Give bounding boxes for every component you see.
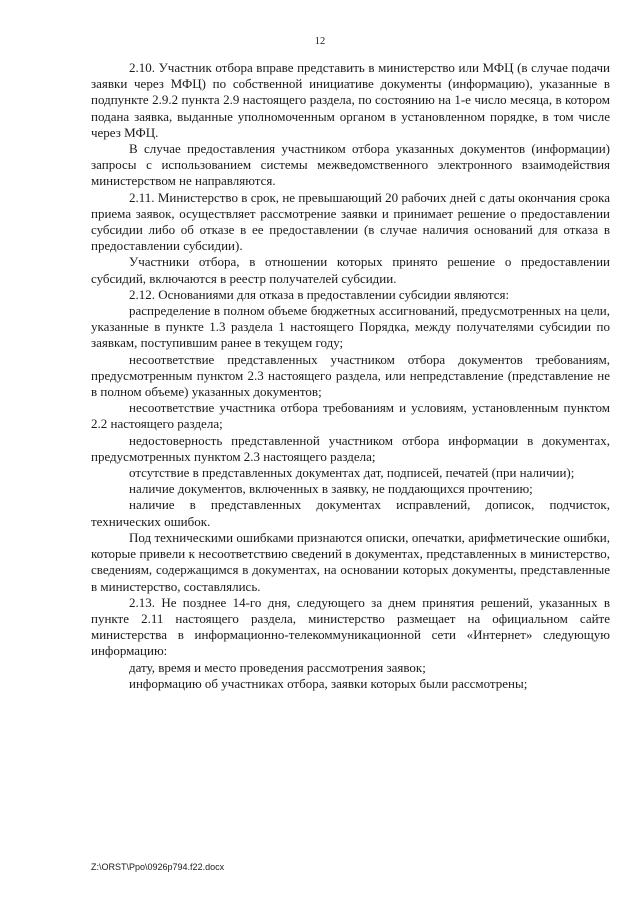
paragraph-2-13: 2.13. Не позднее 14-го дня, следующего за днем принятия решений, указанных в пункте 2.11 настоящего раздела, министерство размещает на официальном сайте министерства в информационно-телекоммуникационной сети «Интернет» следующую информацию: (91, 594, 610, 659)
page-number: 12 (314, 36, 326, 47)
list-item-inaccuracy: недостоверность представленной участником отбора информации в документах, предусмотренных пунктом 2.3 настоящего раздела; (91, 432, 610, 464)
document-body (91, 60, 610, 692)
list-item-corrections: наличие в представленных документах исправлений, дописок, подчисток, технических ошибок. (91, 497, 610, 529)
list-item-requirements: несоответствие участника отбора требованиям и условиям, установленным пунктом 2.2 настоящего раздела; (91, 400, 610, 432)
paragraph-registry: Участники отбора, в отношении которых принято решение о предоставлении субсидий, включаются в реестр получателей субсидии. (91, 254, 610, 286)
paragraph-2-11: 2.11. Министерство в срок, не превышающий 20 рабочих дней с даты окончания срока приема заявок, осуществляет рассмотрение заявки и принимает решение о предоставлении субсидии либо об отказе в ее предоставлении (в случае наличия оснований для отказа в предоставлении субсидии). (91, 189, 610, 254)
list-item-date-time: дату, время и место проведения рассмотрения заявок; (129, 659, 426, 675)
paragraph-2-12: 2.12. Основаниями для отказа в предоставлении субсидии являются: (129, 286, 510, 302)
list-item-missing-signatures: отсутствие в представленных документах дат, подписей, печатей (при наличии); (129, 465, 575, 481)
paragraph-no-requests: В случае предоставления участником отбора указанных документов (информации) запросы с использованием системы межведомственного электронного взаимодействия министерством не направляются. (91, 141, 610, 189)
paragraph-technical-errors: Под техническими ошибками признаются описки, опечатки, арифметические ошибки, которые привели к несоответствию сведений в документах, представленных в министерство, сведениям, содержащимся в документах, на основании которых документы, представленные в министерство, составлялись. (91, 529, 610, 594)
list-item-participants: информацию об участниках отбора, заявки которых были рассмотрены; (129, 675, 528, 691)
list-item-unreadable: наличие документов, включенных в заявку, не поддающихся прочтению; (129, 481, 533, 497)
list-item-documents: несоответствие представленных участником отбора документов требованиям, предусмотренным пунктом 2.3 настоящего раздела, или непредставление (представление не в полном объеме) указанных документов; (91, 351, 610, 400)
list-item-budget: распределение в полном объеме бюджетных ассигнований, предусмотренных на цели, указанные в пункте 1.3 раздела 1 настоящего Порядка, между получателями субсидии по заявкам, поступившим ранее в текущем году; (91, 303, 610, 351)
paragraph-2-10: 2.10. Участник отбора вправе представить в министерство или МФЦ (в случае подачи заявки через МФЦ) по собственной инициативе документы (информацию), указанные в подпункте 2.9.2 пункта 2.9 настоящего раздела, по состоянию на 1-е число месяца, в котором подана заявка, выданные уполномоченным органом в установленном порядке, в том числе через МФЦ. (91, 60, 610, 140)
file-path-footer: Z:\ORST\Ppo\0926p794.f22.docx (91, 862, 225, 872)
